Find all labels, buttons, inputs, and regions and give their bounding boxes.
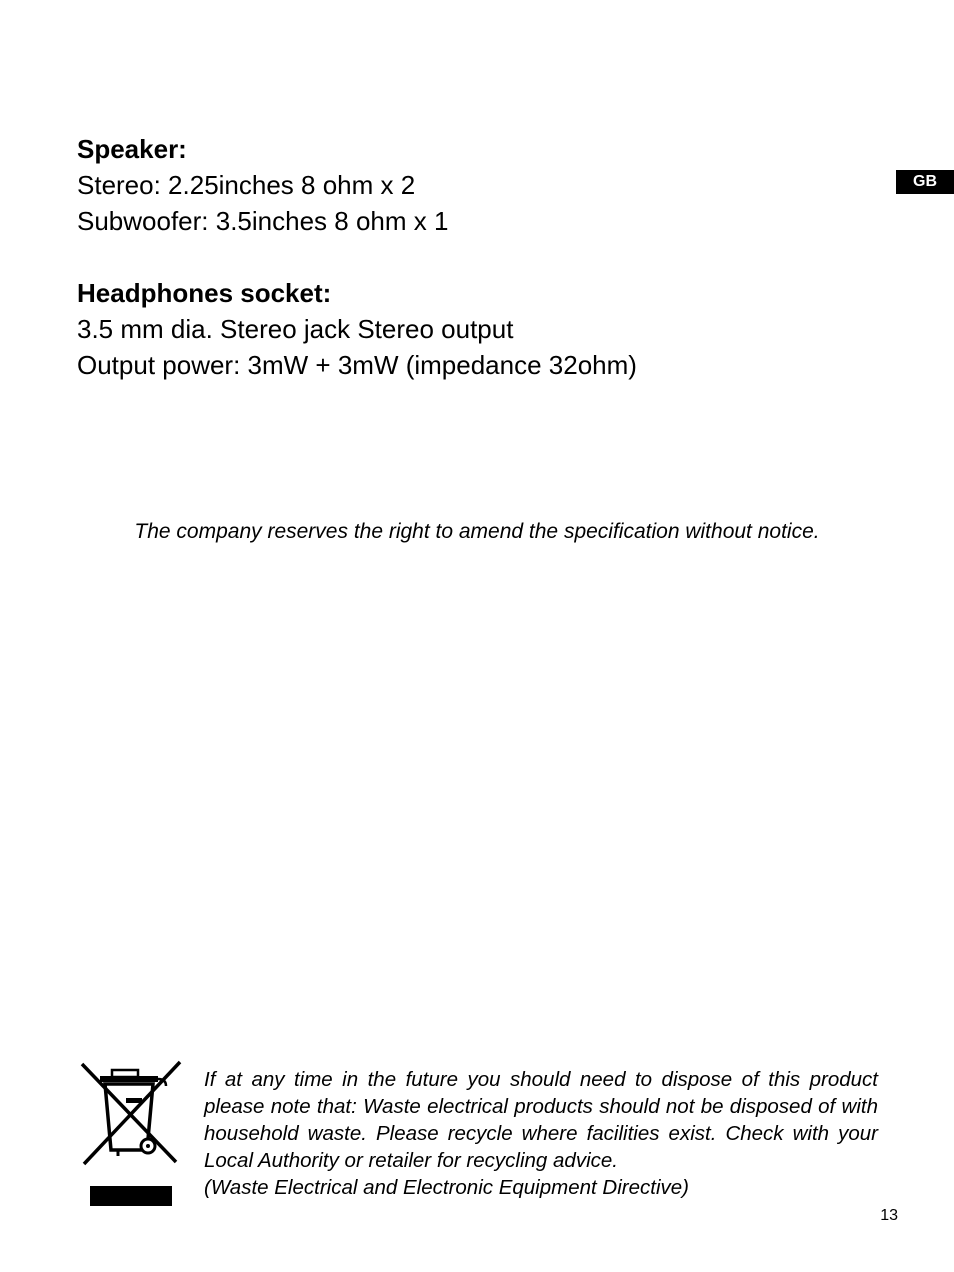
speaker-heading: Speaker: xyxy=(77,134,187,164)
speaker-section xyxy=(77,131,448,239)
speaker-subwoofer-spec: Subwoofer: 3.5inches 8 ohm x 1 xyxy=(77,206,449,236)
page-number: 13 xyxy=(880,1207,898,1224)
headphones-output-power-spec: Output power: 3mW + 3mW (impedance 32ohm) xyxy=(77,350,637,380)
headphones-jack-spec: 3.5 mm dia. Stereo jack Stereo output xyxy=(77,314,514,344)
weee-notice-text: If at any time in the future you should need to dispose of this product please note that: Waste electrical products should not be disposed of with household waste. Please recycle where facilities exist. Check with your Local Authority or retailer for recycling advice. xyxy=(204,1068,878,1172)
specification-disclaimer: The company reserves the right to amend the specification without notice. xyxy=(134,520,820,543)
weee-disposal-notice xyxy=(204,1066,878,1201)
headphones-section xyxy=(77,275,637,383)
language-badge: GB xyxy=(896,170,954,194)
crossed-out-wheelie-bin-icon xyxy=(78,1058,184,1210)
speaker-stereo-spec: Stereo: 2.25inches 8 ohm x 2 xyxy=(77,170,416,200)
weee-directive-text: (Waste Electrical and Electronic Equipment Directive) xyxy=(204,1176,689,1199)
headphones-heading: Headphones socket: xyxy=(77,278,332,308)
